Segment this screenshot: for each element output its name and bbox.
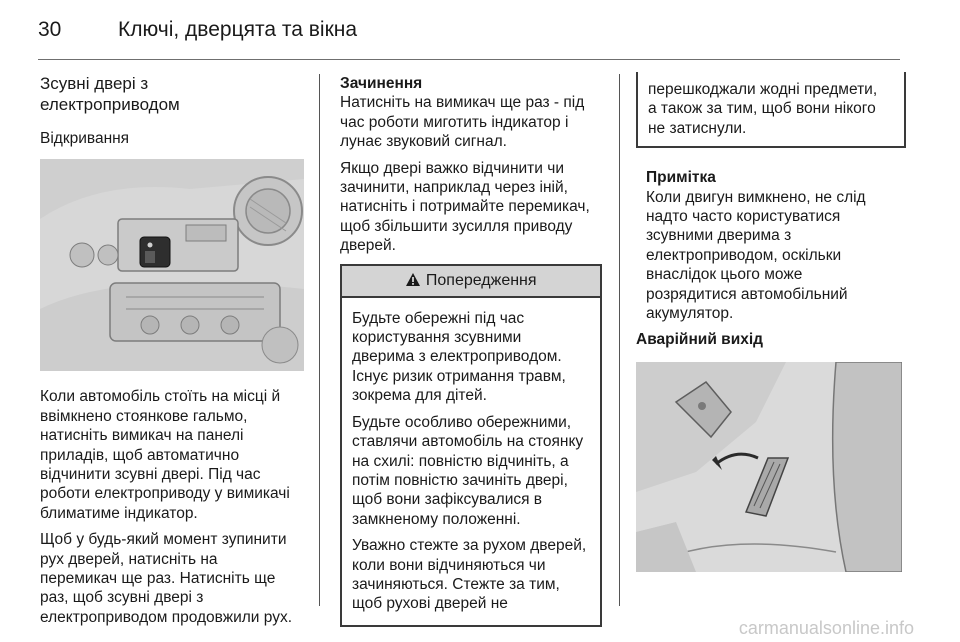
note-text: Коли двигун вимкнено, не слід надто часто користуватися зсувними дверима з електроприводом, оскільки внаслідок цього може розрядитися автомобільний акумулятор.: [646, 188, 866, 323]
dashboard-switch-illustration: [40, 159, 304, 371]
subheading-opening: Відкривання: [40, 130, 130, 147]
column-2: [340, 74, 602, 627]
watermark: carmanualsonline.info: [738, 618, 914, 638]
note-title: Примітка: [646, 169, 716, 187]
heading-closing: Зачинення: [340, 75, 423, 92]
warning-body: [342, 298, 600, 625]
paragraph-closing-1: Натисніть на вимикач ще раз - під час роботи миготить індикатор і лунає звуковий сигнал.: [340, 94, 585, 151]
page-number: 30: [38, 18, 62, 41]
warning-box: [340, 264, 602, 627]
heading-emergency-exit: Аварійний вихід: [636, 331, 763, 349]
warning-title: Попередження: [425, 271, 537, 289]
warning-paragraph-1: Будьте обережні під час користування зсувними дверима з електроприводом. Існує ризик отримання травм, зокрема для дітей.: [352, 309, 566, 405]
paragraph-opening-2: Щоб у будь-який момент зупинити рух дверей, натисніть на перемикач ще раз. Натисніть ще раз, щоб зсувні двері з електроприводом продовжили рух.: [40, 531, 293, 626]
column-1: [40, 74, 308, 634]
column-divider-2: [619, 74, 620, 606]
warning-continuation-box: перешкоджали жодні предмети, а також за тим, щоб вони нікого не затиснули.: [636, 72, 906, 148]
page-header: [38, 10, 922, 60]
warning-icon: [405, 272, 425, 289]
emergency-exit-illustration: [636, 362, 902, 572]
warning-paragraph-3: Уважно стежте за рухом дверей, коли вони відчиняються чи зачиняються. Стежте за тим, щоб рухові дверей не: [352, 537, 587, 613]
warning-paragraph-2: Будьте особливо обережними, ставлячи автомобіль на стоянку на схилі: повністю відчиніть, а потім повністю зачиніть двері, щоб вони зафіксувалися в замкненому положенні.: [352, 413, 584, 528]
header-divider: [38, 59, 900, 60]
column-3: [636, 74, 906, 572]
column-divider-1: [319, 74, 320, 606]
note-block: [636, 168, 906, 323]
section-title: Зсувні двері з електроприводом: [40, 74, 180, 114]
warning-header: [342, 264, 600, 298]
paragraph-opening-1: Коли автомобіль стоїть на місці й ввімкнено стоянкове гальмо, натисніть вимикач на панелі приладів, щоб автоматично відчинити зсувні двері. Під час роботи електроприводу у вимикачі блиматиме індикатор.: [40, 388, 290, 522]
paragraph-closing-2: Якщо двері важко відчинити чи зачинити, наприклад через іній, натисніть і потримайте перемикач, щоб збільшити зусилля приводу дверей.: [340, 159, 590, 255]
page-title: Ключі, дверцята та вікна: [118, 18, 358, 41]
